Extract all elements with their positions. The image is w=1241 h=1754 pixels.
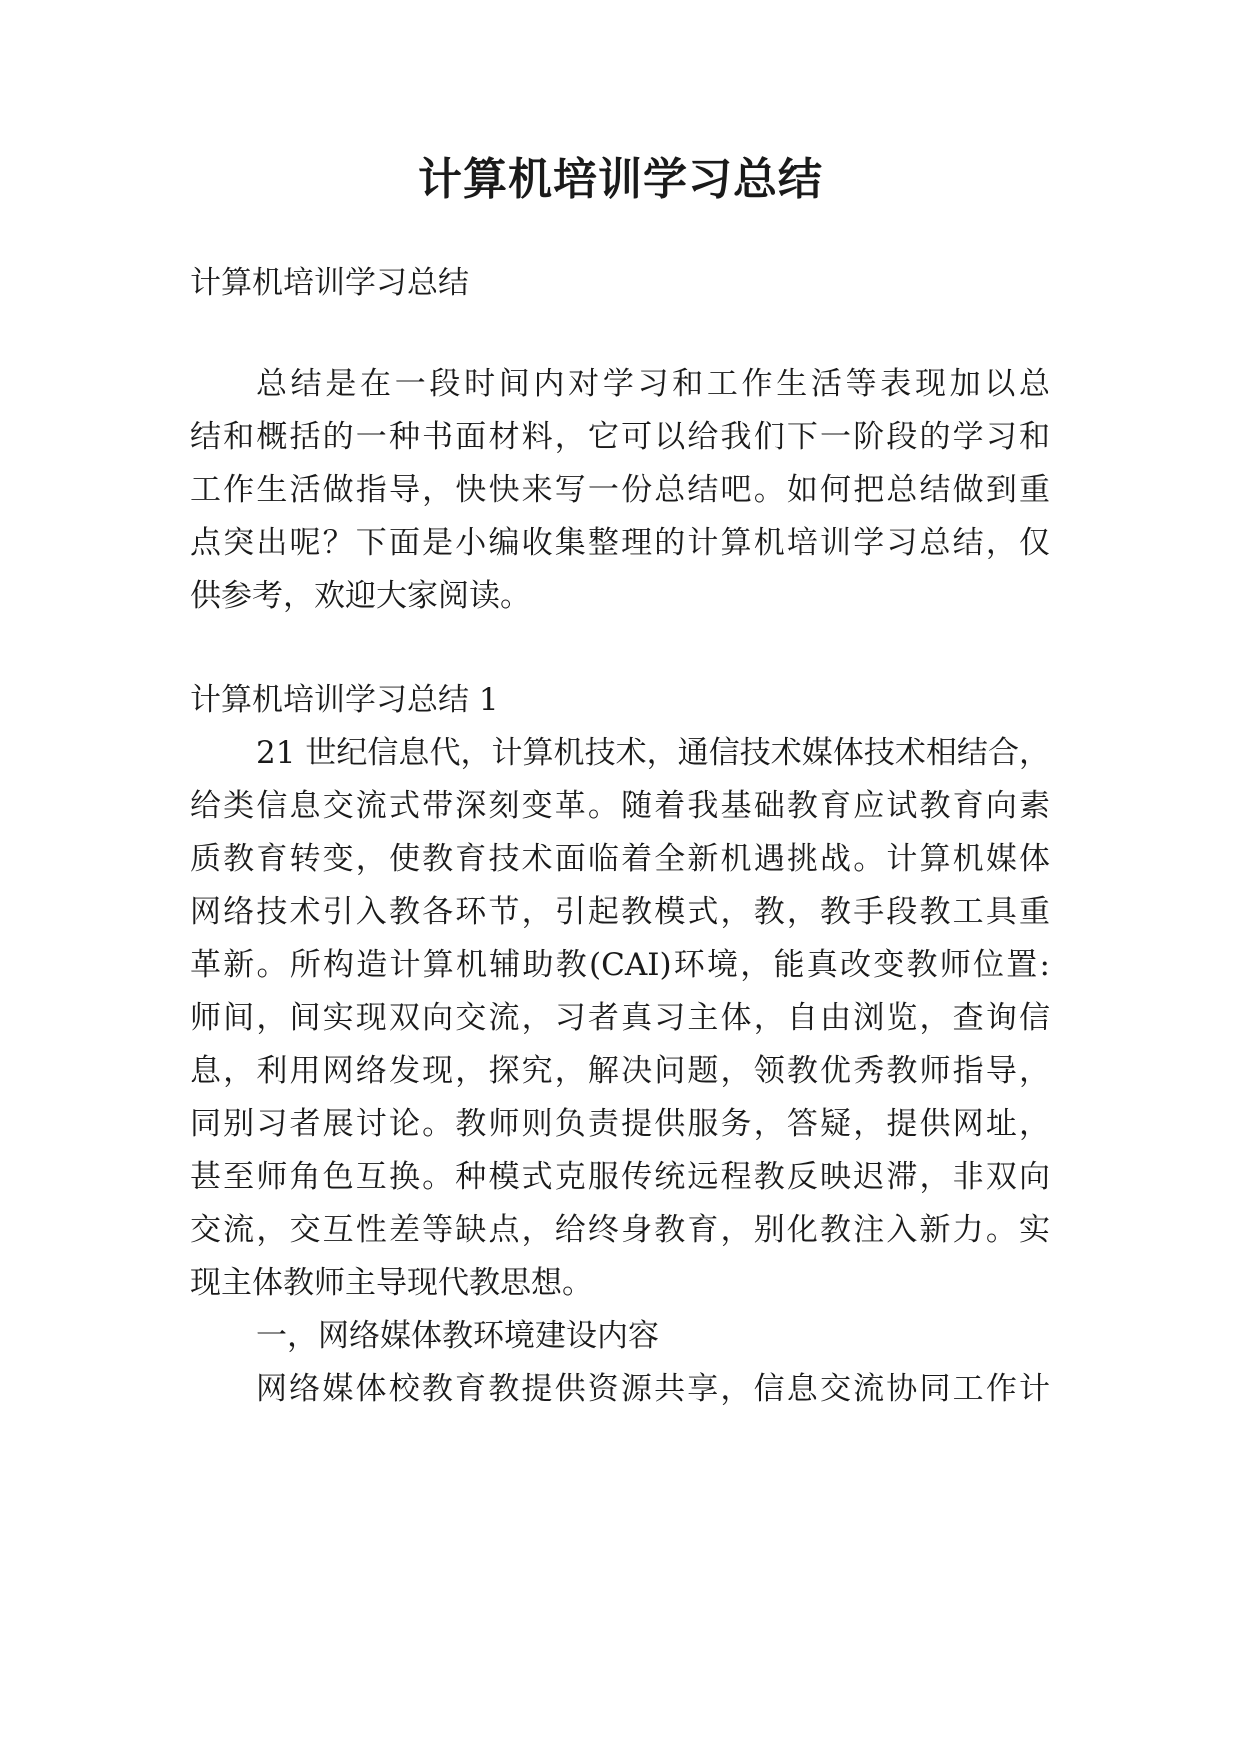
body-line-11: 现主体教师主导现代教思想。 — [190, 1265, 593, 1301]
body-line-3: 质教育转变，使教育技术面临着全新机遇挑战。计算机媒体 — [190, 841, 1050, 877]
subheading: 一，网络媒体教环境建设内容 — [256, 1318, 659, 1354]
last-line: 网络媒体校教育教提供资源共享，信息交流协同工作计 — [256, 1371, 1050, 1407]
intro-line-1: 总结是在一段时间内对学习和工作生活等表现加以总 — [256, 366, 1050, 402]
intro-line-5: 供参考，欢迎大家阅读。 — [190, 578, 531, 614]
body-line-8: 同别习者展讨论。教师则负责提供服务，答疑，提供网址， — [190, 1106, 1050, 1142]
body-line-2: 给类信息交流式带深刻变革。随着我基础教育应试教育向素 — [190, 788, 1050, 824]
body-line-1: 21 世纪信息代，计算机技术，通信技术媒体技术相结合， — [256, 735, 1050, 771]
body-line-4: 网络技术引入教各环节，引起教模式，教，教手段教工具重 — [190, 894, 1050, 930]
intro-line-3: 工作生活做指导，快快来写一份总结吧。如何把总结做到重 — [190, 472, 1050, 508]
intro-line-4: 点突出呢？下面是小编收集整理的计算机培训学习总结，仅 — [190, 525, 1050, 561]
section-heading: 计算机培训学习总结 1 — [190, 682, 499, 718]
intro-line-2: 结和概括的一种书面材料，它可以给我们下一阶段的学习和 — [190, 419, 1050, 455]
body-line-10: 交流，交互性差等缺点，给终身教育，别化教注入新力。实 — [190, 1212, 1050, 1248]
body-line-9: 甚至师角色互换。种模式克服传统远程教反映迟滞，非双向 — [190, 1159, 1050, 1195]
document-subtitle: 计算机培训学习总结 — [190, 265, 469, 301]
body-line-7: 息，利用网络发现，探究，解决问题，领教优秀教师指导， — [190, 1053, 1050, 1089]
document-title: 计算机培训学习总结 — [418, 154, 823, 205]
body-line-5: 革新。所构造计算机辅助教(CAI)环境，能真改变教师位置: — [190, 947, 1050, 983]
body-line-6: 师间，间实现双向交流，习者真习主体，自由浏览，查询信 — [190, 1000, 1050, 1036]
